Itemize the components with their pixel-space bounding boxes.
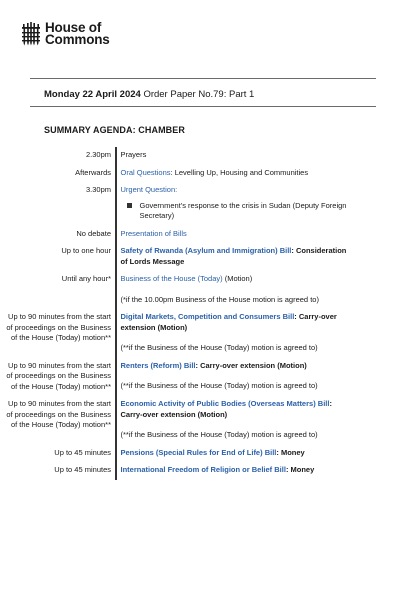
agenda-row [0,271,400,309]
pensions-bill-link[interactable]: Pensions (Special Rules for End of Life) Bill [120,447,277,457]
order-paper-title [44,89,254,100]
portcullis-icon [21,22,41,46]
agenda-row [0,226,400,244]
agenda-row [0,445,400,463]
agenda-item: Safety of Rwanda (Asylum and Immigration) Bill: Consideration of Lords Message [120,246,347,266]
agenda-row [0,182,400,226]
section-heading: SUMMARY AGENDA: CHAMBER [44,125,185,135]
freedom-of-religion-bill-link[interactable]: International Freedom of Religion or Belief Bill [120,465,286,474]
digital-markets-bill-link[interactable]: Digital Markets, Competition and Consumers Bill [120,312,295,321]
agenda-time: Until any hour* [61,274,111,283]
agenda-item [117,226,351,244]
renters-reform-bill-link[interactable]: Renters (Reform) Bill [120,360,196,370]
agenda-time: Up to one hour [61,246,111,255]
agenda-row [0,147,400,165]
logo-line-2: Commons [45,32,110,47]
agenda-row [0,358,400,397]
agenda-item: International Freedom of Religion or Belief Bill: Money [120,465,315,474]
agenda-time: No debate [76,228,111,238]
square-bullet-icon [127,203,132,208]
bullet-text: Government's response to the crisis in Sudan (Deputy Foreign Secretary) [139,200,347,220]
economic-activity-bill-link[interactable]: Economic Activity of Public Bodies (Overseas Matters) Bill [120,399,330,408]
title-rule [30,106,376,107]
agenda-time: Up to 45 minutes [54,465,111,474]
logo-line-1: House of [45,20,102,35]
sitting-date: Monday 22 April 2024 [44,89,141,100]
house-of-commons-logo [21,22,110,46]
agenda-item: Oral Questions: Levelling Up, Housing and Communities [120,167,309,177]
agenda-note: (**if the Business of the House (Today) motion is agreed to) [120,381,318,390]
agenda-item: Prayers [120,150,147,159]
agenda-item: Renters (Reform) Bill: Carry-over extension (Motion) (**if the Business of the House (Today) motion is agreed to) [117,358,351,397]
agenda-note: (*if the 10.00pm Business of the House motion is agreed to) [120,294,319,304]
agenda-item [117,182,351,226]
agenda-time: Afterwards [75,167,111,177]
agenda-time: Up to 90 minutes from the start of proceedings on the Business of the House (Today) motion** [6,360,111,391]
agenda-item: Pensions (Special Rules for End of Life) Bill: Money [120,447,305,457]
agenda-time: 3.30pm [85,185,111,194]
agenda-item: Economic Activity of Public Bodies (Overseas Matters) Bill: Carry-over extension (Motion) (**if the Business of the House (Today) motion is agreed to) [117,396,351,445]
agenda-item: Digital Markets, Competition and Consumers Bill: Carry-over extension (Motion) (**if the Business of the House (Today) motion is agreed to) [117,309,351,358]
agenda-row [0,165,400,183]
agenda-note: (**if the Business of the House (Today) motion is agreed to) [120,343,318,352]
agenda-item: Business of the House (Today) (Motion) (*if the 10.00pm Business of the House motion is agreed to) [117,271,351,309]
agenda-row [0,396,400,445]
business-of-the-house-link[interactable]: Business of the House (Today) [120,274,223,283]
agenda-time: Up to 90 minutes from the start of proceedings on the Business of the House (Today) motion** [6,312,111,342]
safety-of-rwanda-bill-link[interactable]: Safety of Rwanda (Asylum and Immigration) Bill [120,246,292,255]
agenda-row [0,462,400,480]
bullet-item [121,196,351,222]
agenda-time: Up to 90 minutes from the start of proceedings on the Business of the House (Today) motion** [6,399,111,429]
agenda-time: Up to 45 minutes [54,447,111,457]
urgent-question-link[interactable]: Urgent Question: [120,185,178,194]
agenda-row [0,309,400,358]
order-paper-number: Order Paper No.79: Part 1 [143,89,255,100]
agenda-table [0,147,400,480]
agenda-row [0,243,400,271]
oral-questions-link[interactable]: Oral Questions [120,167,171,177]
agenda-time: 2.30pm [85,150,111,159]
presentation-of-bills-link[interactable]: Presentation of Bills [120,228,187,238]
agenda-note: (**if the Business of the House (Today) motion is agreed to) [120,430,318,439]
top-rule [30,78,376,79]
